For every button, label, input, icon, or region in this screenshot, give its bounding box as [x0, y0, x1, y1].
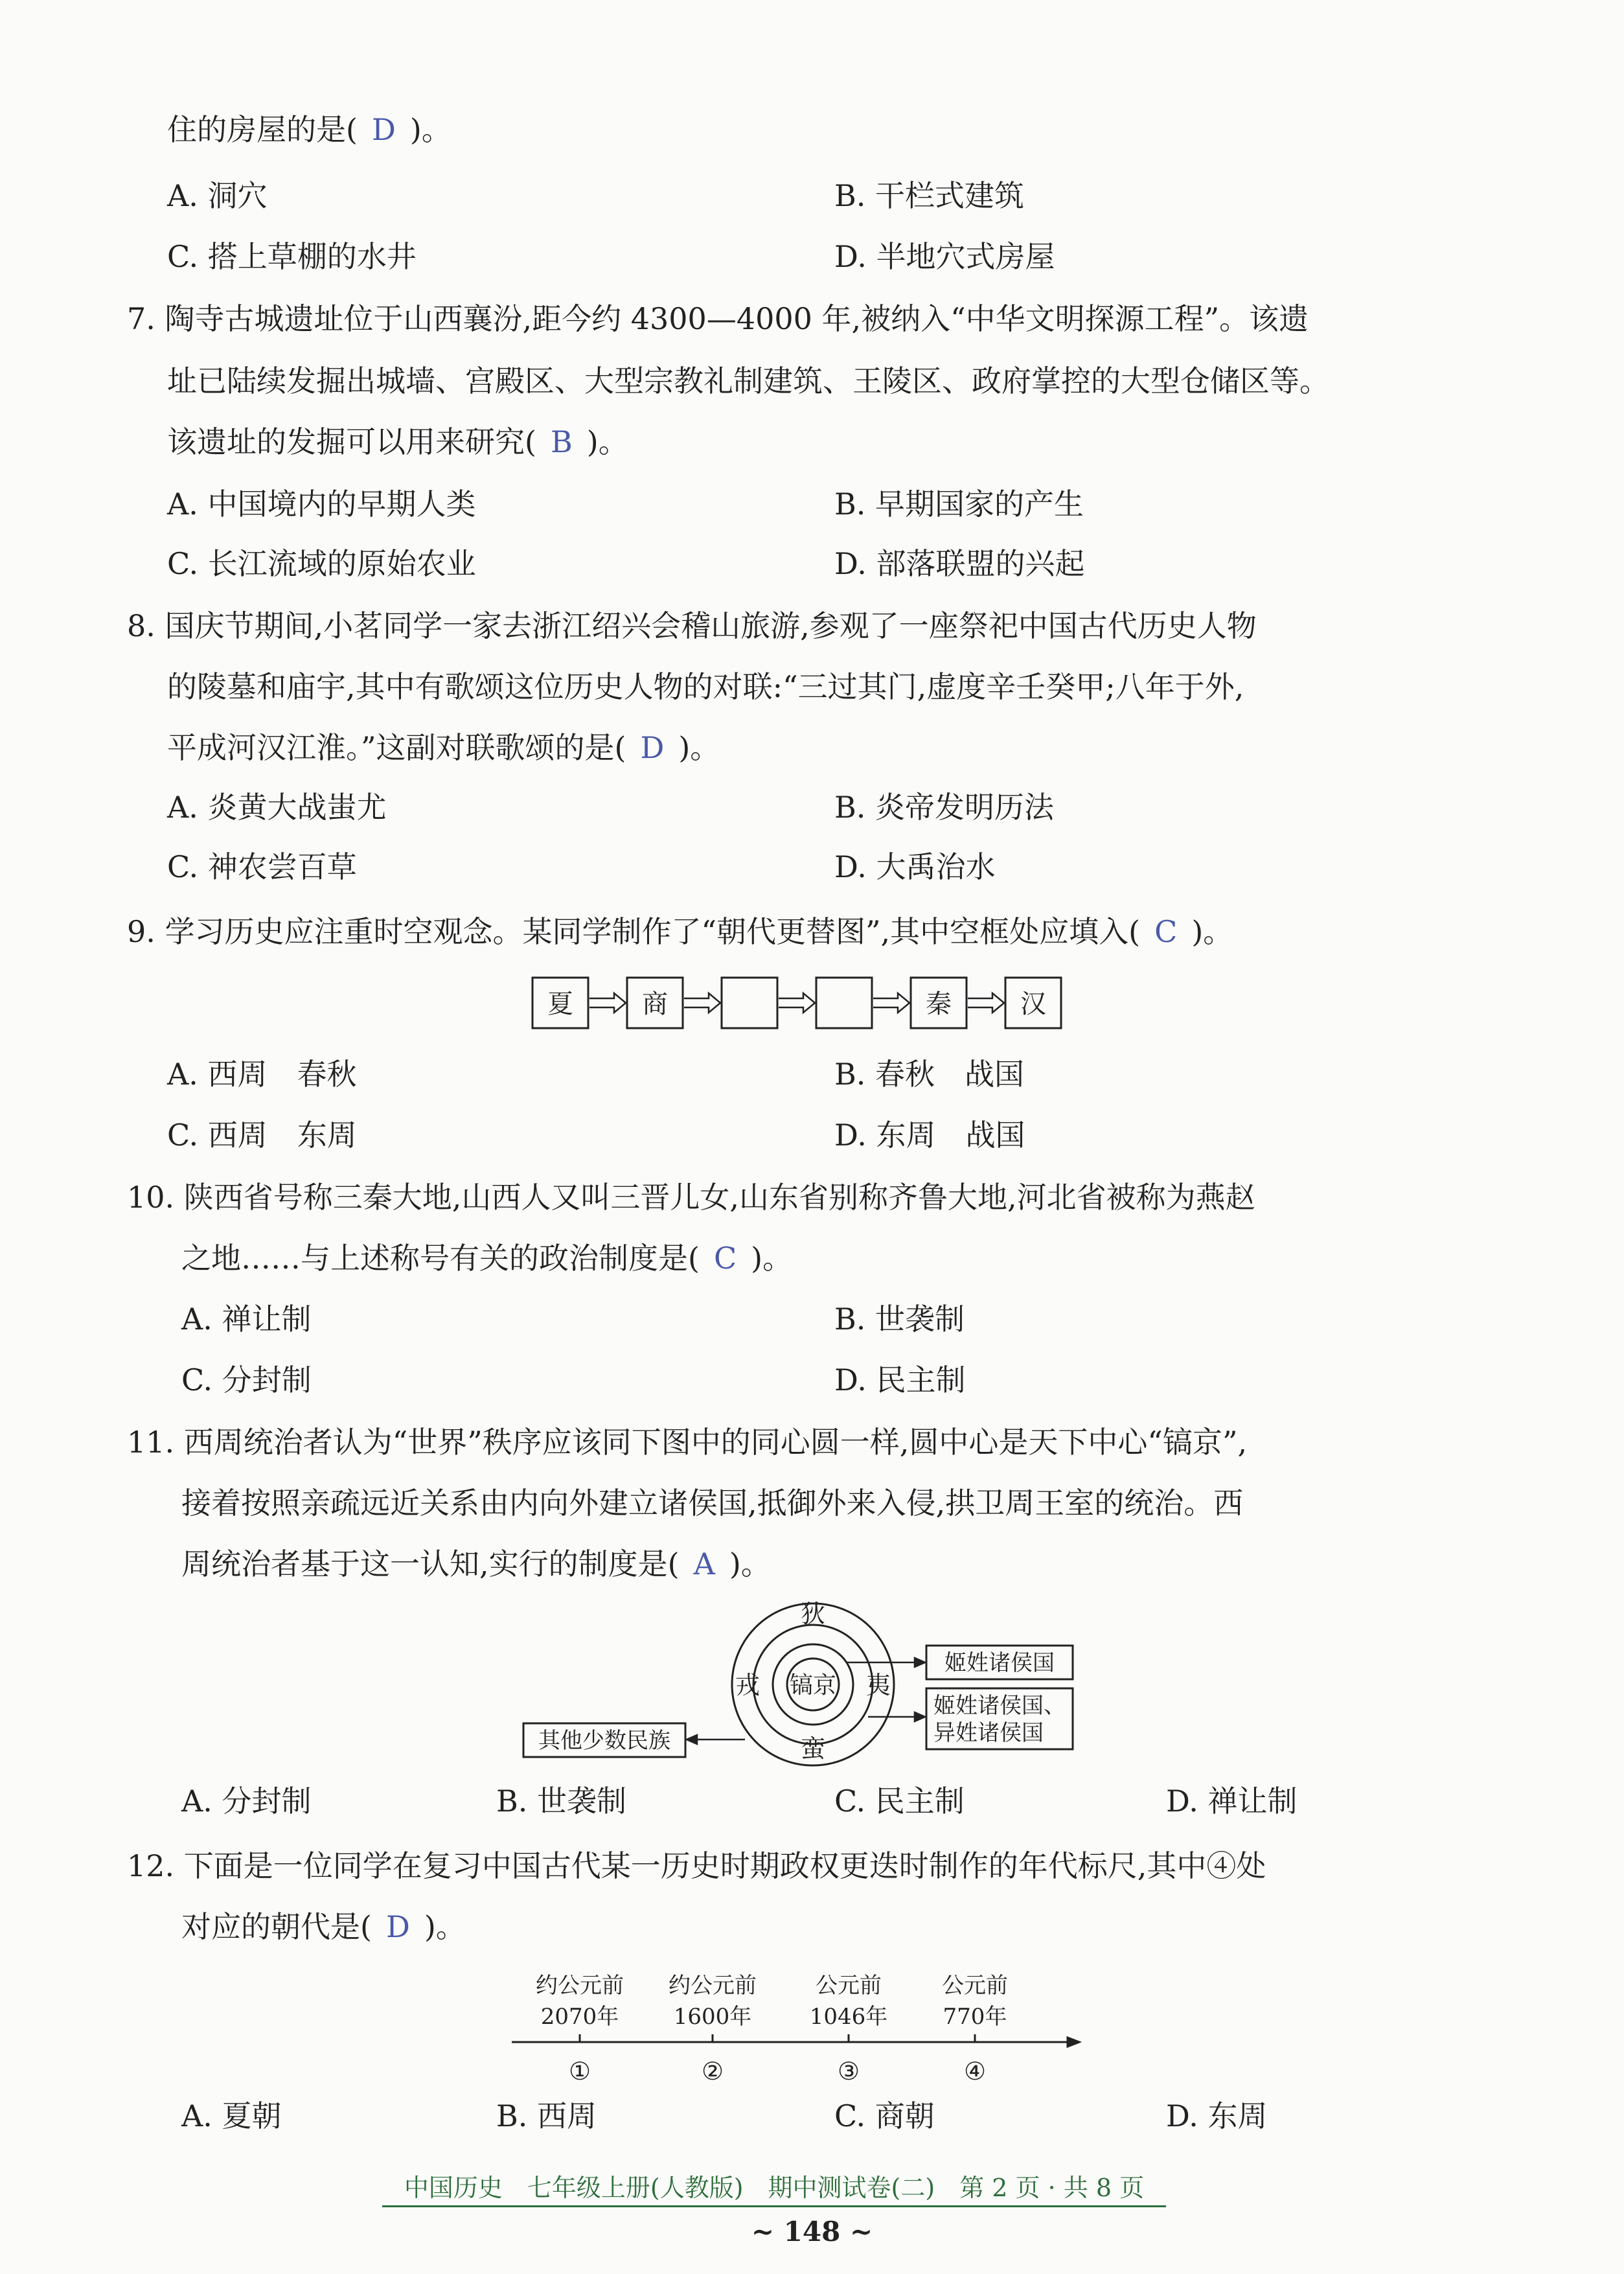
q7-line3: 该遗址的发掘可以用来研究( B )。 [167, 424, 628, 459]
timeline-diagram [505, 1970, 1088, 2099]
q10-line2: 之地……与上述称号有关的政治制度是( C )。 [181, 1241, 793, 1276]
label-di: 狄 [800, 1600, 826, 1628]
q8-option-d: D. 大禹治水 [834, 849, 996, 884]
q11-answer: A [693, 1546, 715, 1581]
q7-line1: 7. 陶寺古城遗址位于山西襄汾,距今约 4300—4000 年,被纳入“中华文明探源工程”。该遗 [127, 301, 1309, 336]
q7-line2: 址已陆续发掘出城墙、宫殿区、大型宗教礼制建筑、王陵区、政府掌控的大型仓储区等。 [167, 363, 1329, 398]
timeline-year-2: 1600年 [673, 2004, 752, 2030]
q10-line1: 10. 陕西省号称三秦大地,山西人又叫三晋儿女,山东省别称齐鲁大地,河北省被称为燕赵 [127, 1180, 1255, 1215]
q12-line1: 12. 下面是一位同学在复习中国古代某一历史时期政权更迭时制作的年代标尺,其中④处 [127, 1848, 1266, 1883]
q12-option-c: C. 商朝 [834, 2098, 935, 2133]
q6-option-a: A. 洞穴 [167, 178, 268, 213]
timeline-era-1: 约公元前 [536, 1973, 624, 1999]
q11-line2: 接着按照亲疏远近关系由内向外建立诸侯国,抵御外来入侵,拱卫周王室的统治。西 [181, 1486, 1244, 1521]
timeline-mark-1: ① [568, 2057, 591, 2085]
q7-option-a: A. 中国境内的早期人类 [167, 487, 476, 522]
q9-option-b: B. 春秋 战国 [834, 1057, 1025, 1092]
timeline-era-2: 约公元前 [669, 1973, 757, 1999]
dynasty-label-han: 汉 [1020, 989, 1046, 1019]
timeline-mark-3: ③ [837, 2057, 860, 2085]
center-label-haojing: 镐京 [789, 1672, 837, 1699]
q9-option-a: A. 西周 春秋 [167, 1057, 357, 1092]
q10-answer: C [713, 1241, 737, 1276]
dynasty-label-qin: 秦 [926, 989, 952, 1019]
dynasty-label-shang: 商 [642, 989, 668, 1019]
q11-option-a: A. 分封制 [181, 1784, 312, 1819]
label-rong: 戎 [735, 1671, 761, 1699]
svg-text:异姓诸侯国: 异姓诸侯国 [933, 1720, 1044, 1746]
timeline-mark-2: ② [701, 2057, 724, 2085]
page-number: ~ 148 ~ [751, 2216, 873, 2247]
q6-option-b: B. 干栏式建筑 [834, 178, 1025, 213]
q6-option-c: C. 搭上草棚的水井 [167, 239, 417, 274]
q8-answer: D [640, 730, 665, 765]
arrow-to-middle-box [868, 1712, 925, 1721]
label-man: 蛮 [800, 1734, 826, 1763]
q9-answer: C [1154, 914, 1178, 949]
q10-option-d: D. 民主制 [834, 1362, 966, 1397]
q7-option-d: D. 部落联盟的兴起 [834, 546, 1085, 581]
timeline-axis [512, 2038, 1079, 2047]
arrow-to-inner-box [846, 1658, 925, 1667]
q9-option-d: D. 东周 战国 [834, 1118, 1025, 1153]
arrow-to-outer-box [687, 1735, 745, 1744]
q10-option-c: C. 分封制 [181, 1362, 312, 1397]
q8-option-c: C. 神农尝百草 [167, 849, 357, 884]
q7-option-c: C. 长江流域的原始农业 [167, 546, 476, 581]
dynasty-succession-diagram [531, 975, 1062, 1033]
timeline-year-3: 1046年 [809, 2004, 888, 2030]
timeline-year-4: 770年 [943, 2004, 1007, 2030]
q8-option-b: B. 炎帝发明历法 [834, 790, 1055, 825]
q11-line1: 11. 西周统治者认为“世界”秩序应该同下图中的同心圆一样,圆中心是天下中心“镐京”, [127, 1425, 1248, 1460]
concentric-circles-diagram [518, 1600, 1088, 1775]
timeline-year-1: 2070年 [540, 2004, 619, 2030]
q9-line1: 9. 学习历史应注重时空观念。某同学制作了“朝代更替图”,其中空框处应填入( C )。 [127, 914, 1233, 949]
dynasty-box-4-blank [816, 978, 872, 1028]
page-footer: 中国历史 七年级上册(人教版) 期中测试卷(二) 第 2 页 · 共 8 页 [382, 2172, 1166, 2207]
q7-option-b: B. 早期国家的产生 [834, 487, 1084, 522]
q10-option-b: B. 世袭制 [834, 1302, 965, 1337]
q12-answer: D [385, 1909, 410, 1944]
q6-answer: D [371, 112, 396, 147]
timeline-mark-4: ④ [963, 2057, 987, 2085]
q11-option-c: C. 民主制 [834, 1784, 965, 1819]
q11-line3: 周统治者基于这一认知,实行的制度是( A )。 [181, 1546, 771, 1581]
q11-option-b: B. 世袭制 [496, 1784, 627, 1819]
q8-line3: 平成河汉江淮。”这副对联歌颂的是( D )。 [167, 730, 720, 765]
q6-option-d: D. 半地穴式房屋 [834, 239, 1055, 274]
q8-line2: 的陵墓和庙宇,其中有歌颂这位历史人物的对联:“三过其门,虚度辛壬癸甲;八年于外, [167, 669, 1244, 704]
svg-text:其他少数民族: 其他少数民族 [538, 1728, 670, 1754]
timeline-era-4: 公元前 [942, 1973, 1008, 1999]
q8-option-a: A. 炎黄大战蚩尤 [167, 790, 387, 825]
label-yi: 夷 [865, 1671, 891, 1699]
q6-stem-tail: 住的房屋的是( D )。 [167, 112, 452, 147]
q9-option-c: C. 西周 东周 [167, 1118, 357, 1153]
timeline-era-3: 公元前 [816, 1973, 882, 1999]
q12-option-d: D. 东周 [1166, 2098, 1268, 2133]
dynasty-box-3-blank [722, 978, 777, 1028]
q12-line2: 对应的朝代是( D )。 [181, 1909, 466, 1944]
q7-answer: B [550, 424, 573, 459]
q12-option-b: B. 西周 [496, 2098, 597, 2133]
svg-text:姬姓诸侯国、: 姬姓诸侯国、 [933, 1693, 1066, 1719]
timeline-marks [536, 1973, 1008, 2085]
q12-option-a: A. 夏朝 [181, 2098, 282, 2133]
dynasty-label-xia: 夏 [547, 989, 573, 1019]
q10-option-a: A. 禅让制 [181, 1302, 312, 1337]
q11-option-d: D. 禅让制 [1166, 1784, 1298, 1819]
svg-text:姬姓诸侯国: 姬姓诸侯国 [944, 1650, 1055, 1676]
q8-line1: 8. 国庆节期间,小茗同学一家去浙江绍兴会稽山旅游,参观了一座祭祀中国古代历史人物 [127, 608, 1257, 643]
